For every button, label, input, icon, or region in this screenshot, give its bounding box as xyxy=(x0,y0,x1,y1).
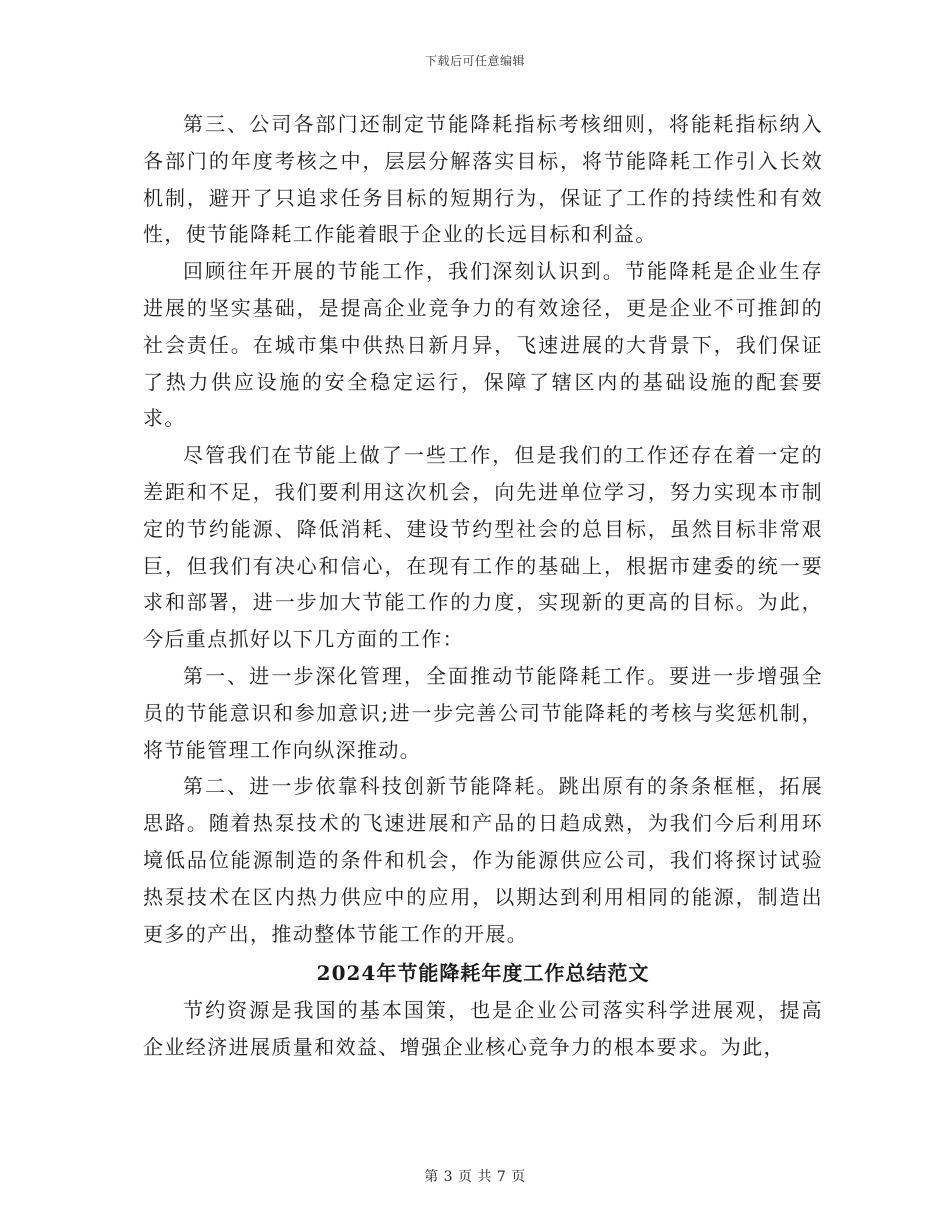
page-number: 第 3 页 共 7 页 xyxy=(424,1169,526,1185)
paragraph: 第二、进一步依靠科技创新节能降耗。跳出原有的条条框框，拓展思路。随着热泵技术的飞速进展和产品的日趋成熟，为我们今后利用环境低品位能源制造的条件和机会，作为能源供应公司，我们将探讨试验热泵技术在区内热力供应中的应用，以期达到利用相同的能源，制造出更多的产出，推动整体节能工作的开展。 xyxy=(143,774,823,946)
page-header-note: 下载后可任意编辑 xyxy=(424,54,525,68)
paragraph: 第一、进一步深化管理，全面推动节能降耗工作。要进一步增强全员的节能意识和参加意识;进一步完善公司节能降耗的考核与奖惩机制，将节能管理工作向纵深推动。 xyxy=(143,663,823,762)
paragraph: 第三、公司各部门还制定节能降耗指标考核细则，将能耗指标纳入各部门的年度考核之中，层层分解落实目标，将节能降耗工作引入长效机制，避开了只追求任务目标的短期行为，保证了工作的持续性和有效性，使节能降耗工作能着眼于企业的长远目标和利益。 xyxy=(143,112,823,247)
document-body xyxy=(143,106,823,1066)
paragraph: 回顾往年开展的节能工作，我们深刻认识到。节能降耗是企业生存进展的坚实基础，是提高企业竞争力的有效途径，更是企业不可推卸的社会责任。在城市集中供热日新月异，飞速进展的大背景下，我们保证了热力供应设施的安全稳定运行，保障了辖区内的基础设施的配套要求。 xyxy=(143,259,823,431)
paragraph: 节约资源是我国的基本国策，也是企业公司落实科学进展观，提高企业经济进展质量和效益、增强企业核心竞争力的根本要求。为此， xyxy=(143,998,823,1059)
section-title: 2024年节能降耗年度工作总结范文 xyxy=(316,961,650,986)
paragraph: 尽管我们在节能上做了一些工作，但是我们的工作还存在着一定的差距和不足，我们要利用这次机会，向先进单位学习，努力实现本市制定的节约能源、降低消耗、建设节约型社会的总目标，虽然目标非常艰巨，但我们有决心和信心，在现有工作的基础上，根据市建委的统一要求和部署，进一步加大节能工作的力度，实现新的更高的目标。为此，今后重点抓好以下几方面的工作： xyxy=(143,443,823,652)
